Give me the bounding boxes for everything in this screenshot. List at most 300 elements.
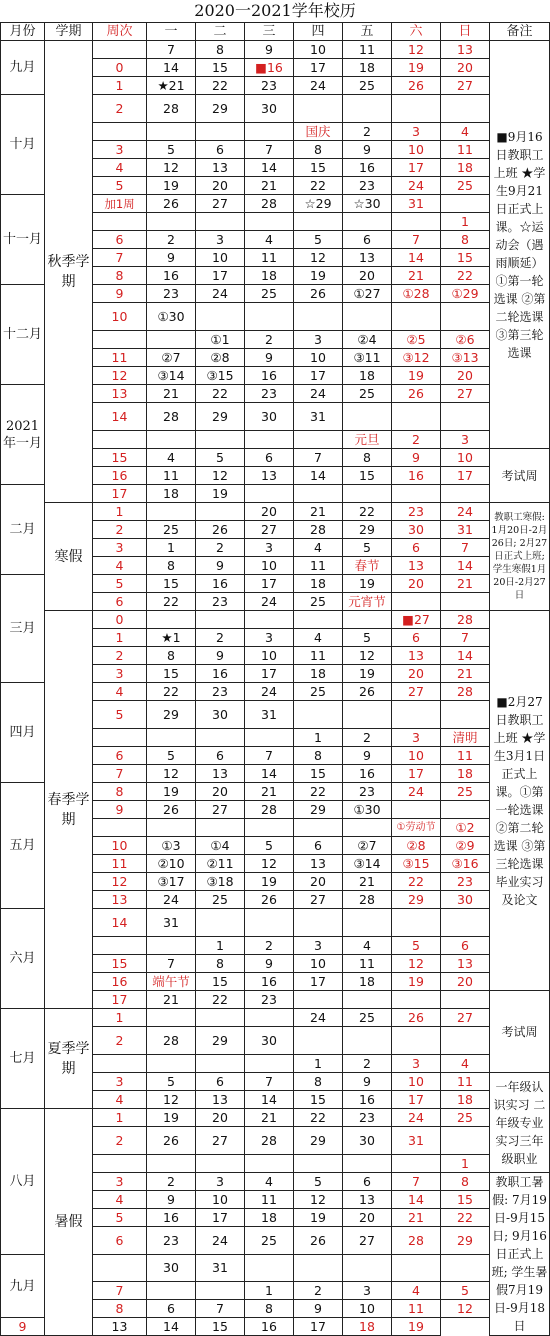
day-cell: 16 [245, 1318, 294, 1336]
day-cell: 15 [294, 765, 343, 783]
day-cell: 28 [147, 95, 196, 123]
day-cell: 11 [441, 141, 490, 159]
day-cell: 29 [441, 1227, 490, 1255]
day-cell: 18 [441, 1091, 490, 1109]
week-number: 5 [93, 701, 147, 729]
week-row [1, 41, 550, 59]
day-cell: 28 [245, 1127, 294, 1155]
day-cell: 26 [147, 801, 196, 819]
remark-cell: ■2月27日教职工上班 ★学生3月1日正式上课。①第一轮选课 ②第二轮选课 ③第三轮选课毕业实习及论文 [490, 611, 550, 991]
day-cell: 3 [294, 331, 343, 349]
remark-cell: 一年级认识实习 二年级专业实习三年级职业 [490, 1073, 550, 1173]
day-cell: ②7 [147, 349, 196, 367]
day-cell [392, 485, 441, 503]
day-cell: 3 [441, 431, 490, 449]
day-cell [343, 701, 392, 729]
day-cell: 端午节 [147, 973, 196, 991]
day-cell: 25 [343, 77, 392, 95]
day-cell [294, 213, 343, 231]
week-number: 17 [93, 485, 147, 503]
day-cell [343, 213, 392, 231]
day-cell: ③14 [343, 855, 392, 873]
day-cell: 11 [343, 41, 392, 59]
day-cell [147, 1155, 196, 1173]
day-cell: 16 [343, 1091, 392, 1109]
week-number: 1 [93, 1009, 147, 1027]
day-cell: 28 [147, 1027, 196, 1055]
day-cell: 19 [392, 973, 441, 991]
day-cell: 5 [245, 837, 294, 855]
week-number: 2 [93, 1027, 147, 1055]
day-cell [392, 909, 441, 937]
day-cell: ②4 [343, 331, 392, 349]
day-cell: 17 [294, 973, 343, 991]
week-number: 9 [1, 1318, 45, 1336]
day-cell [196, 431, 245, 449]
week-number: 4 [93, 1191, 147, 1209]
day-cell: 18 [441, 159, 490, 177]
day-cell: 27 [392, 683, 441, 701]
day-cell: ①劳动节 [392, 819, 441, 837]
day-cell [147, 1055, 196, 1073]
day-cell: 13 [392, 557, 441, 575]
day-cell: 30 [441, 891, 490, 909]
day-cell: 8 [147, 557, 196, 575]
day-cell [343, 95, 392, 123]
day-cell: 9 [245, 41, 294, 59]
day-cell: ①28 [392, 285, 441, 303]
day-cell [343, 991, 392, 1009]
day-cell: 8 [294, 747, 343, 765]
day-cell: ①27 [343, 285, 392, 303]
week-number [93, 213, 147, 231]
day-cell: 26 [147, 1127, 196, 1155]
week-number: 7 [93, 765, 147, 783]
day-cell: 1 [294, 729, 343, 747]
month-cell: 十一月 [1, 195, 45, 285]
day-cell: 10 [392, 1073, 441, 1091]
day-cell: 24 [294, 77, 343, 95]
day-cell: 23 [196, 593, 245, 611]
day-cell [245, 123, 294, 141]
day-cell: 25 [343, 385, 392, 403]
day-cell: 3 [392, 123, 441, 141]
day-cell: 25 [196, 891, 245, 909]
day-cell: 20 [343, 1209, 392, 1227]
day-cell: 21 [343, 873, 392, 891]
day-cell: 19 [392, 59, 441, 77]
remark-cell: ■9月16日教职工上班 ★学生9月21日正式上课。☆运动会（遇雨顺延） ①第一轮选课 ②第二轮选课 ③第三轮选课 [490, 41, 550, 449]
day-cell: 10 [294, 349, 343, 367]
day-cell: 7 [147, 955, 196, 973]
month-cell: 六月 [1, 909, 45, 1009]
day-cell: 9 [196, 647, 245, 665]
day-cell [196, 819, 245, 837]
calendar-title: 2020一2021学年校历 [194, 1, 356, 20]
day-cell: ■27 [392, 611, 441, 629]
day-cell: 3 [294, 937, 343, 955]
day-cell: 23 [343, 177, 392, 195]
day-cell: 21 [147, 385, 196, 403]
day-cell: 10 [392, 141, 441, 159]
day-cell: 28 [392, 1227, 441, 1255]
day-cell: 4 [392, 1282, 441, 1300]
day-cell: 清明 [441, 729, 490, 747]
day-cell: 5 [441, 1282, 490, 1300]
day-cell [441, 991, 490, 1009]
day-cell: 23 [196, 683, 245, 701]
day-cell: 12 [147, 1091, 196, 1109]
day-cell [441, 1027, 490, 1055]
day-cell: 19 [392, 367, 441, 385]
day-cell: 25 [245, 1227, 294, 1255]
day-cell: 26 [392, 77, 441, 95]
day-cell: 22 [147, 593, 196, 611]
day-cell: 24 [441, 503, 490, 521]
day-cell: 15 [441, 1191, 490, 1209]
day-cell [147, 503, 196, 521]
day-cell: 28 [294, 521, 343, 539]
day-cell: 8 [147, 647, 196, 665]
day-cell [245, 213, 294, 231]
day-cell: ☆29 [294, 195, 343, 213]
day-cell: 22 [196, 77, 245, 95]
day-cell [196, 213, 245, 231]
day-cell: 27 [441, 1009, 490, 1027]
day-cell: 12 [294, 249, 343, 267]
day-cell: 4 [294, 629, 343, 647]
day-cell: ★1 [147, 629, 196, 647]
day-cell: 21 [147, 991, 196, 1009]
day-cell: 27 [196, 195, 245, 213]
day-cell: 5 [294, 231, 343, 249]
day-cell: 30 [245, 403, 294, 431]
day-cell: 8 [245, 1300, 294, 1318]
day-cell: 16 [343, 159, 392, 177]
week-number: 16 [93, 467, 147, 485]
day-cell: 22 [294, 177, 343, 195]
day-cell: 14 [294, 467, 343, 485]
day-cell: ①1 [196, 331, 245, 349]
day-cell: 24 [245, 683, 294, 701]
day-cell: 30 [245, 1027, 294, 1055]
day-cell: 27 [343, 1227, 392, 1255]
day-cell: 26 [196, 521, 245, 539]
day-cell: 18 [343, 1318, 392, 1336]
day-cell: 19 [343, 575, 392, 593]
day-cell: 9 [294, 1300, 343, 1318]
day-cell [441, 1127, 490, 1155]
day-cell [294, 819, 343, 837]
day-cell: 9 [245, 349, 294, 367]
day-cell: 20 [392, 665, 441, 683]
week-number: 15 [93, 449, 147, 467]
day-cell: 6 [245, 449, 294, 467]
day-cell: 28 [441, 611, 490, 629]
day-cell: 24 [294, 1009, 343, 1027]
day-cell: 6 [343, 1173, 392, 1191]
day-cell: 26 [147, 195, 196, 213]
week-number: 6 [93, 593, 147, 611]
day-cell [147, 213, 196, 231]
day-cell [343, 303, 392, 331]
week-number: 2 [93, 95, 147, 123]
day-cell: 5 [392, 937, 441, 955]
day-cell [196, 909, 245, 937]
day-cell: 17 [294, 367, 343, 385]
remark-cell: 考试周 [490, 991, 550, 1073]
day-cell: 11 [245, 1191, 294, 1209]
day-cell: 17 [392, 765, 441, 783]
month-cell: 八月 [1, 1109, 45, 1255]
day-cell: ■16 [245, 59, 294, 77]
day-cell: 29 [343, 521, 392, 539]
day-cell: 19 [294, 1209, 343, 1227]
day-cell: 10 [441, 449, 490, 467]
day-cell: 23 [441, 873, 490, 891]
day-cell: 9 [147, 249, 196, 267]
day-cell: 15 [343, 467, 392, 485]
month-cell: 九月 [1, 41, 45, 95]
day-cell [343, 1255, 392, 1282]
day-cell: 15 [196, 59, 245, 77]
day-cell: 16 [196, 665, 245, 683]
week-number: 6 [93, 231, 147, 249]
day-cell: 8 [294, 1073, 343, 1091]
day-cell: 6 [392, 629, 441, 647]
header-cell: 三 [245, 23, 294, 41]
day-cell: 17 [392, 1091, 441, 1109]
month-cell: 十二月 [1, 285, 45, 385]
day-cell: 23 [245, 991, 294, 1009]
week-number [93, 431, 147, 449]
month-cell: 十月 [1, 95, 45, 195]
day-cell [294, 303, 343, 331]
week-number: 14 [93, 909, 147, 937]
day-cell [343, 819, 392, 837]
header-cell: 备注 [490, 23, 550, 41]
day-cell: 16 [147, 1209, 196, 1227]
day-cell: 13 [441, 955, 490, 973]
month-cell: 五月 [1, 783, 45, 909]
day-cell: 19 [343, 665, 392, 683]
week-row [1, 1009, 550, 1027]
day-cell: 元宵节 [343, 593, 392, 611]
day-cell: 25 [343, 1009, 392, 1027]
day-cell: 7 [294, 449, 343, 467]
week-row [1, 503, 550, 521]
week-number: 11 [93, 855, 147, 873]
day-cell: 30 [343, 1127, 392, 1155]
day-cell [441, 1255, 490, 1282]
day-cell: 22 [392, 873, 441, 891]
day-cell: 29 [196, 1027, 245, 1055]
day-cell: ②8 [392, 837, 441, 855]
week-number: 9 [93, 801, 147, 819]
day-cell: ③15 [392, 855, 441, 873]
day-cell: 11 [245, 249, 294, 267]
term-cell: 寒假 [45, 503, 93, 611]
day-cell: 15 [196, 973, 245, 991]
day-cell: 18 [441, 765, 490, 783]
day-cell: 14 [245, 1091, 294, 1109]
day-cell: 3 [245, 629, 294, 647]
day-cell: 12 [245, 855, 294, 873]
day-cell: 26 [392, 385, 441, 403]
day-cell: ③18 [196, 873, 245, 891]
day-cell: 10 [392, 747, 441, 765]
day-cell: 2 [147, 231, 196, 249]
header-cell: 二 [196, 23, 245, 41]
day-cell: 19 [147, 1109, 196, 1127]
header-cell: 一 [147, 23, 196, 41]
day-cell: 19 [147, 783, 196, 801]
day-cell: 14 [245, 765, 294, 783]
day-cell: 17 [245, 575, 294, 593]
day-cell: 15 [441, 249, 490, 267]
day-cell: 8 [441, 231, 490, 249]
day-cell: ★21 [147, 77, 196, 95]
day-cell [343, 403, 392, 431]
day-cell: 23 [392, 503, 441, 521]
day-cell [245, 485, 294, 503]
day-cell: 7 [147, 41, 196, 59]
day-cell: ③11 [343, 349, 392, 367]
day-cell: 28 [245, 195, 294, 213]
day-cell: 18 [343, 973, 392, 991]
day-cell: 31 [392, 195, 441, 213]
day-cell [245, 303, 294, 331]
day-cell [196, 1155, 245, 1173]
week-number: 10 [93, 837, 147, 855]
day-cell: ②5 [392, 331, 441, 349]
day-cell: 11 [294, 557, 343, 575]
day-cell: 4 [245, 231, 294, 249]
day-cell: 3 [196, 231, 245, 249]
day-cell: 12 [196, 467, 245, 485]
week-number: 16 [93, 973, 147, 991]
day-cell: 25 [147, 521, 196, 539]
day-cell: 7 [245, 141, 294, 159]
day-cell: 1 [294, 1055, 343, 1073]
day-cell: 5 [294, 1173, 343, 1191]
day-cell [294, 909, 343, 937]
day-cell: 24 [245, 593, 294, 611]
month-cell: 九月 [1, 1255, 45, 1318]
day-cell: ①30 [147, 303, 196, 331]
week-number: 6 [93, 747, 147, 765]
day-cell: 4 [294, 539, 343, 557]
day-cell: 20 [441, 973, 490, 991]
day-cell [441, 195, 490, 213]
week-number: 3 [93, 141, 147, 159]
day-cell: 10 [196, 1191, 245, 1209]
day-cell [294, 1255, 343, 1282]
day-cell: 20 [441, 367, 490, 385]
day-cell: 11 [392, 1300, 441, 1318]
week-number: 13 [93, 385, 147, 403]
day-cell: 14 [441, 647, 490, 665]
day-cell: 29 [196, 403, 245, 431]
day-cell: 30 [147, 1255, 196, 1282]
header-cell: 五 [343, 23, 392, 41]
day-cell: 24 [392, 783, 441, 801]
day-cell: 2 [343, 729, 392, 747]
day-cell: 5 [196, 449, 245, 467]
day-cell: 9 [343, 747, 392, 765]
day-cell: ③17 [147, 873, 196, 891]
day-cell: 5 [147, 141, 196, 159]
day-cell [392, 701, 441, 729]
day-cell: 6 [392, 539, 441, 557]
week-number: 12 [93, 873, 147, 891]
day-cell [245, 729, 294, 747]
day-cell: 30 [392, 521, 441, 539]
week-number: 2 [93, 1127, 147, 1155]
day-cell: 24 [392, 1109, 441, 1127]
day-cell: 21 [245, 177, 294, 195]
day-cell: ①3 [147, 837, 196, 855]
day-cell: 8 [343, 449, 392, 467]
day-cell: 11 [441, 747, 490, 765]
week-number: 4 [93, 683, 147, 701]
week-number [93, 1055, 147, 1073]
day-cell: 7 [392, 1173, 441, 1191]
day-cell: 3 [392, 729, 441, 747]
day-cell: 2 [294, 1282, 343, 1300]
day-cell: 26 [294, 285, 343, 303]
day-cell: 22 [294, 1109, 343, 1127]
day-cell: 27 [294, 891, 343, 909]
day-cell: 8 [196, 955, 245, 973]
day-cell: 20 [392, 575, 441, 593]
day-cell [441, 909, 490, 937]
week-number: 8 [93, 267, 147, 285]
day-cell: 7 [441, 539, 490, 557]
day-cell: 29 [147, 701, 196, 729]
day-cell: 13 [392, 647, 441, 665]
day-cell: 4 [147, 449, 196, 467]
week-number: 5 [93, 1209, 147, 1227]
day-cell [441, 593, 490, 611]
day-cell [343, 1155, 392, 1173]
week-number: 8 [93, 1300, 147, 1318]
day-cell: ①4 [196, 837, 245, 855]
week-number: 10 [93, 303, 147, 331]
day-cell [294, 1155, 343, 1173]
day-cell: ③16 [441, 855, 490, 873]
day-cell: 16 [196, 575, 245, 593]
day-cell: 18 [245, 267, 294, 285]
remark-cell: 教职工暑假: 7月19日-9月15日; 9月16日正式上班; 学生暑假7月19日-9月18日 [490, 1173, 550, 1336]
day-cell: 13 [196, 1091, 245, 1109]
day-cell: ③15 [196, 367, 245, 385]
day-cell [245, 819, 294, 837]
day-cell: 18 [245, 1209, 294, 1227]
day-cell [441, 701, 490, 729]
week-number: 11 [93, 349, 147, 367]
day-cell [392, 403, 441, 431]
day-cell: 10 [294, 41, 343, 59]
day-cell: 3 [245, 539, 294, 557]
day-cell: 13 [93, 1318, 147, 1336]
day-cell: 19 [147, 177, 196, 195]
day-cell: 20 [245, 503, 294, 521]
week-number: 7 [93, 249, 147, 267]
week-number: 8 [93, 783, 147, 801]
day-cell [441, 95, 490, 123]
day-cell [392, 1155, 441, 1173]
